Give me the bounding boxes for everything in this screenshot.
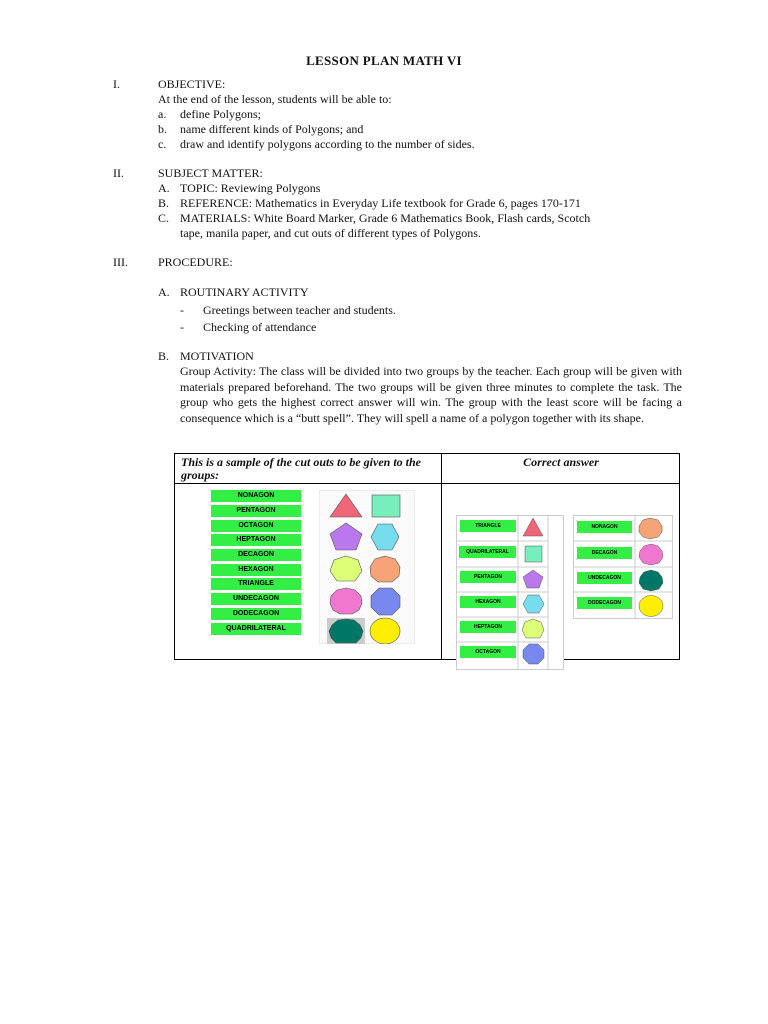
label-card: HEPTAGON [211,534,301,546]
octagon-shape [371,588,400,615]
label-card: DODECAGON [211,608,301,620]
bullet-dash: - [180,303,184,317]
answer-label: PENTAGON [460,571,516,583]
subject-letter-a: A. [158,181,170,195]
octagon-answer-shape [523,644,544,664]
subject-topic: TOPIC: Reviewing Polygons [180,181,321,195]
answer-label: HEXAGON [460,596,516,608]
dodecagon-shape [370,618,400,644]
objective-intro: At the end of the lesson, students will be able to: [158,92,392,106]
label-card: HEXAGON [211,564,301,576]
decagon-shape [330,588,362,614]
answer-label: UNDECAGON [577,572,632,584]
sample-cutouts-cell [175,484,442,660]
label-card: UNDECAGON [211,593,301,605]
subject-letter-b: B. [158,196,170,210]
page-title: LESSON PLAN MATH VI [306,53,462,68]
section-number-procedure: III. [113,255,128,269]
section-number-objective: I. [113,77,120,91]
answer-label: QUADRILATERAL [459,546,516,558]
subject-materials-continued: tape, manila paper, and cut outs of different types of Polygons. [180,226,481,240]
answer-label: HEPTAGON [460,621,516,633]
motivation-paragraph: Group Activity: The class will be divided into two groups by the teacher. Each group will be given with materials prepared beforehand. The two groups will be given three minutes to complete the task. The group who gets the highest correct answer will win. The group with the least score will be facing a consequence which is a “butt spell”. They will spell a name of a polygon together with its shape. [180,364,682,425]
objective-letter-c: c. [158,137,167,151]
cutouts-table [174,453,680,660]
label-card: OCTAGON [211,520,301,532]
answer-label: DODECAGON [577,597,632,609]
section-number-subject: II. [113,166,124,180]
section-heading-subject: SUBJECT MATTER: [158,166,263,180]
answer-label: NONAGON [577,521,632,533]
procedure-letter-b: B. [158,349,170,363]
dodecagon-answer-shape [639,596,663,617]
routinary-heading: ROUTINARY ACTIVITY [180,285,309,299]
table-header-correct-answer: Correct answer [442,454,680,484]
nonagon-shape [370,556,400,582]
subject-letter-c: C. [158,211,170,225]
motivation-heading: MOTIVATION [180,349,254,363]
label-card: PENTAGON [211,505,301,517]
answer-label: DECAGON [577,547,632,559]
objective-letter-a: a. [158,107,167,121]
objective-item-a: define Polygons; [180,107,261,121]
heptagon-answer-shape [522,619,544,638]
section-heading-procedure: PROCEDURE: [158,255,233,269]
correct-answer-cell [442,484,680,660]
label-card: NONAGON [211,490,301,502]
objective-item-c: draw and identify polygons according to the number of sides. [180,137,475,151]
table-header-sample: This is a sample of the cut outs to be given to the groups: [175,454,442,484]
objective-item-b: name different kinds of Polygons; and [180,122,364,136]
heptagon-shape [330,556,362,581]
answer-label: TRIANGLE [460,520,516,532]
nonagon-answer-shape [639,518,662,539]
subject-reference: REFERENCE: Mathematics in Everyday Life textbook for Grade 6, pages 170-171 [180,196,581,210]
square-shape [372,495,400,517]
square-answer-shape [525,546,542,562]
objective-letter-b: b. [158,122,167,136]
label-card: TRIANGLE [211,578,301,590]
answer-label: OCTAGON [460,646,516,658]
section-heading-objective: OBJECTIVE: [158,77,226,91]
bullet-dash: - [180,320,184,334]
routinary-item-attendance: Checking of attendance [203,320,317,334]
procedure-letter-a: A. [158,285,170,299]
subject-materials: MATERIALS: White Board Marker, Grade 6 Mathematics Book, Flash cards, Scotch [180,211,591,225]
label-card: QUADRILATERAL [211,623,301,635]
routinary-item-greetings: Greetings between teacher and students. [203,303,396,317]
label-card: DECAGON [211,549,301,561]
shape-cutouts [319,490,415,644]
